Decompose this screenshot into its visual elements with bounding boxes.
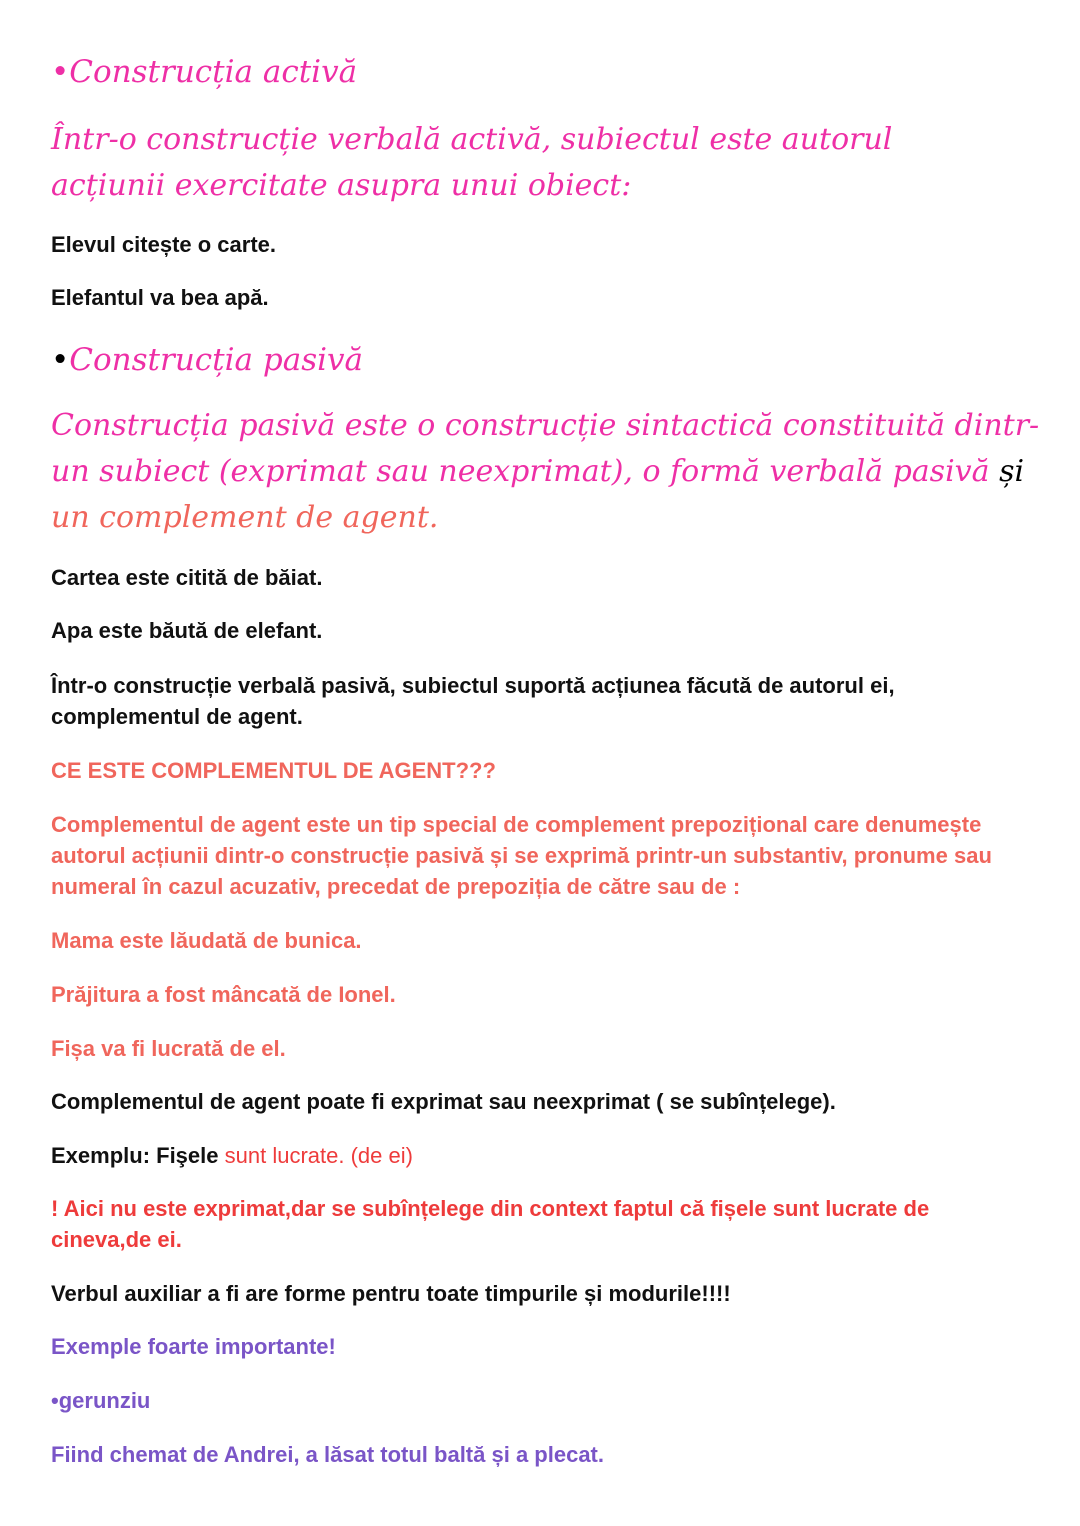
passive-explanation: Într-o construcție verbală pasivă, subiectul suportă acțiunea făcută de autorul ei, complementul de agent. (51, 673, 895, 729)
passive-example-2: Apa este băută de elefant. (51, 618, 323, 643)
agent-warning: ! Aici nu este exprimat,dar se subînțelege din context faptul că fișele sunt lucrate de cineva,de ei. (51, 1196, 930, 1252)
heading-active-construction (51, 52, 357, 92)
active-definition: Într-o construcție verbală activă, subiectul este autorul acțiunii exercitate asupra unui obiect: (51, 122, 893, 203)
agent-question: CE ESTE COMPLEMENTUL DE AGENT??? (51, 758, 496, 783)
agent-example-2: Prăjitura a fost mâncată de Ionel. (51, 982, 396, 1007)
bullet: • (51, 54, 70, 90)
passive-definition-and: și (999, 454, 1025, 489)
auxiliary-note: Verbul auxiliar a fi are forme pentru toate timpurile și modurile!!!! (51, 1281, 731, 1306)
heading-active-text: Construcția activă (69, 54, 358, 90)
agent-note: Complementul de agent poate fi exprimat sau neexprimat ( se subînțelege). (51, 1089, 836, 1114)
example-rest: sunt lucrate. (de ei) (224, 1143, 413, 1168)
active-example-2: Elefantul va bea apă. (51, 285, 269, 310)
agent-example-line (51, 1140, 1041, 1171)
passive-definition (51, 403, 1041, 541)
heading-passive-construction (51, 340, 363, 380)
passive-definition-main: Construcția pasivă este o construcție sintactică constituită dintr-un subiect (exprimat sau neexprimat), o formă verbală pasivă (51, 408, 1040, 489)
example-label: Exemplu: Fişele (51, 1143, 219, 1168)
agent-definition: Complementul de agent este un tip special de complement prepozițional care denumește autorul acțiunii dintr-o construcție pasivă și se exprimă printr-un substantiv, pronume sau numeral în cazul acuzativ, precedat de prepoziția de către sau de : (51, 812, 992, 899)
agent-example-1: Mama este lăudată de bunica. (51, 928, 362, 953)
gerund-example: Fiind chemat de Andrei, a lăsat totul baltă și a plecat. (51, 1442, 604, 1467)
passive-example-1: Cartea este citită de băiat. (51, 565, 323, 590)
important-examples-heading: Exemple foarte importante! (51, 1334, 336, 1359)
active-example-1: Elevul citește o carte. (51, 232, 276, 257)
agent-example-3: Fișa va fi lucrată de el. (51, 1036, 286, 1061)
passive-definition-agent: un complement de agent. (51, 500, 439, 535)
gerund-label: •gerunziu (51, 1388, 151, 1413)
bullet: • (51, 342, 70, 378)
heading-passive-text: Construcția pasivă (69, 342, 364, 378)
